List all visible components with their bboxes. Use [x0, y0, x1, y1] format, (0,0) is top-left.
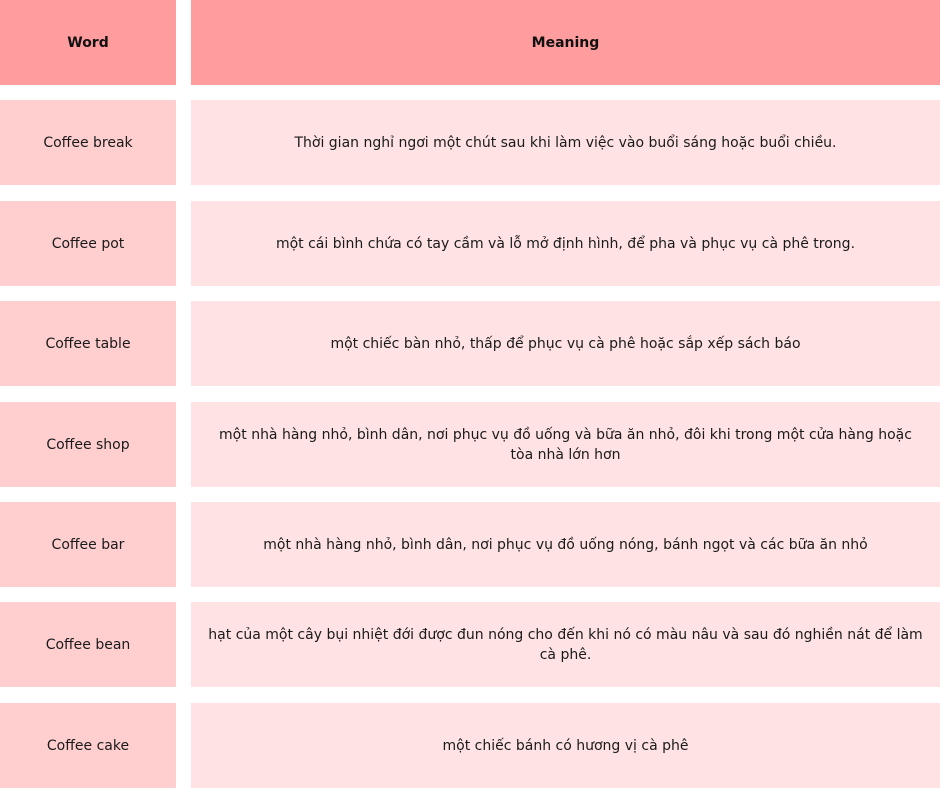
table-row: [0, 402, 940, 487]
table-row: [0, 100, 940, 185]
word-cell: Coffee shop: [0, 402, 176, 487]
meaning-cell: Thời gian nghỉ ngơi một chút sau khi làm việc vào buổi sáng hoặc buổi chiều.: [191, 100, 940, 185]
word-cell: Coffee bean: [0, 602, 176, 687]
table-row: [0, 502, 940, 587]
table-row: [0, 602, 940, 687]
table-row: [0, 301, 940, 386]
word-cell: Coffee pot: [0, 201, 176, 286]
header-word: Word: [0, 0, 176, 85]
header-meaning: Meaning: [191, 0, 940, 85]
meaning-cell: hạt của một cây bụi nhiệt đới được đun nóng cho đến khi nó có màu nâu và sau đó nghiền nát để làm cà phê.: [191, 602, 940, 687]
word-cell: Coffee break: [0, 100, 176, 185]
table-header-row: [0, 0, 940, 85]
meaning-cell: một chiếc bàn nhỏ, thấp để phục vụ cà phê hoặc sắp xếp sách báo: [191, 301, 940, 386]
table-row: [0, 703, 940, 788]
word-cell: Coffee bar: [0, 502, 176, 587]
table-row: [0, 201, 940, 286]
word-cell: Coffee table: [0, 301, 176, 386]
meaning-cell: một nhà hàng nhỏ, bình dân, nơi phục vụ đồ uống và bữa ăn nhỏ, đôi khi trong một cửa hàng hoặc tòa nhà lớn hơn: [191, 402, 940, 487]
meaning-cell: một cái bình chứa có tay cầm và lỗ mở định hình, để pha và phục vụ cà phê trong.: [191, 201, 940, 286]
meaning-cell: một nhà hàng nhỏ, bình dân, nơi phục vụ đồ uống nóng, bánh ngọt và các bữa ăn nhỏ: [191, 502, 940, 587]
meaning-cell: một chiếc bánh có hương vị cà phê: [191, 703, 940, 788]
word-cell: Coffee cake: [0, 703, 176, 788]
